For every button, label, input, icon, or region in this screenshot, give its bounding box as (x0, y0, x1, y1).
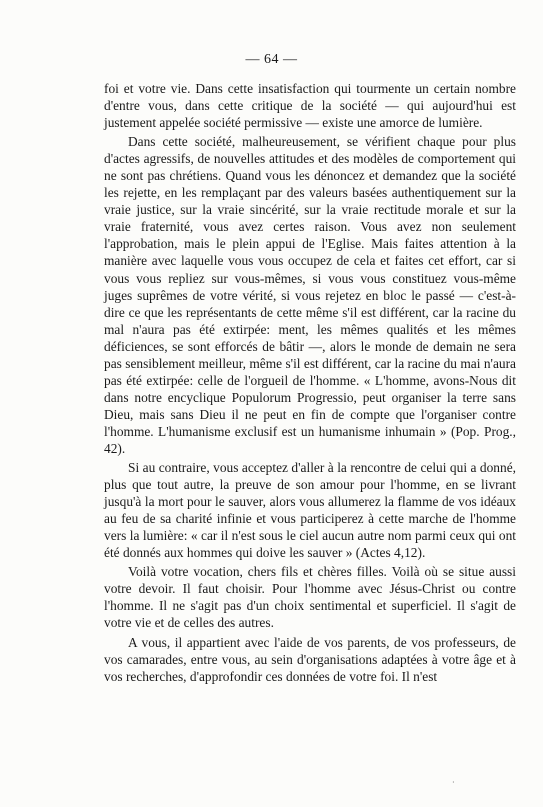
paragraph-4: Voilà votre vocation, chers fils et chères filles. Voilà où se situe aussi votre devoir. Il faut choisir. Pour l'homme avec Jésus-Christ ou contre l'homme. Il ne s'agit pas d'un choix sentimental et superficiel. Il s'agit de votre vie et de celles des autres. (104, 564, 516, 631)
paragraph-3: Si au contraire, vous acceptez d'aller à la rencontre de celui qui a donné, plus que tout autre, la preuve de son amour pour l'homme, en se livrant jusqu'à la mort pour le sauver, alors vous allumerez la flamme de vos idéaux au feu de sa charité infinie et vous participerez à cette marche de l'homme vers la lumière: « car il n'est sous le ciel aucun autre nom parmi ceux qui ont été donnés aux hommes qui doive les sauver » (Actes 4,12). (104, 460, 516, 561)
paragraph-2: Dans cette société, malheureusement, se vérifient chaque pour plus d'actes agressifs, de nouvelles attitudes et des modèles de comportement qui ne sont pas chrétiens. Quand vous les dénoncez et demandez que la société les rejette, en les remplaçant par des valeurs basées authentiquement sur la vraie justice, sur la vraie sincérité, sur la vraie rectitude morale et sur la vraie fraternité, vous avez certes raison. Vous avez non seulement l'approbation, mais le plein appui de l'Eglise. Mais faites attention à la manière avec laquelle vous vous occupez de cela et faites cet effort, car si vous vous repliez sur vous-mêmes, si vous vous constituez vous-même juges suprêmes de votre vérité, si vous rejetez en bloc le passé — c'est-à-dire ce que les représentants de cette même s'il est différent, car la racine du mal n'aura pas été extirpée: ment, les mêmes qualités et les mêmes déficiences, se sont efforcés de bâtir —, alors le monde de demain ne sera pas sensiblement meilleur, même s'il est différent, car la racine du mai n'aura pas été extirpée: celle de l'orgueil de l'homme. « L'homme, avons-Nous dit dans notre encyclique Populorum Progressio, peut organiser la terre sans Dieu, mais sans Dieu il ne peut en fin de compte que l'organiser contre l'homme. L'humanisme exclusif est un humanisme inhumain » (Pop. Prog., 42). (104, 134, 516, 456)
paragraph-1: foi et votre vie. Dans cette insatisfaction qui tourmente un certain nombre d'entre vous, dans cette critique de la société — qui aujourd'hui est justement appelée société permissive — existe une amorce de lumière. (104, 81, 516, 131)
page-number: — 64 — (245, 52, 298, 67)
footer-mark: · (452, 778, 455, 787)
paragraph-5: A vous, il appartient avec l'aide de vos parents, de vos professeurs, de vos camarades, entre vous, au sein d'organisations adaptées à votre âge et à vos recherches, d'approfondir ces données de votre foi. Il n'est (104, 634, 516, 684)
body-text (104, 80, 516, 685)
